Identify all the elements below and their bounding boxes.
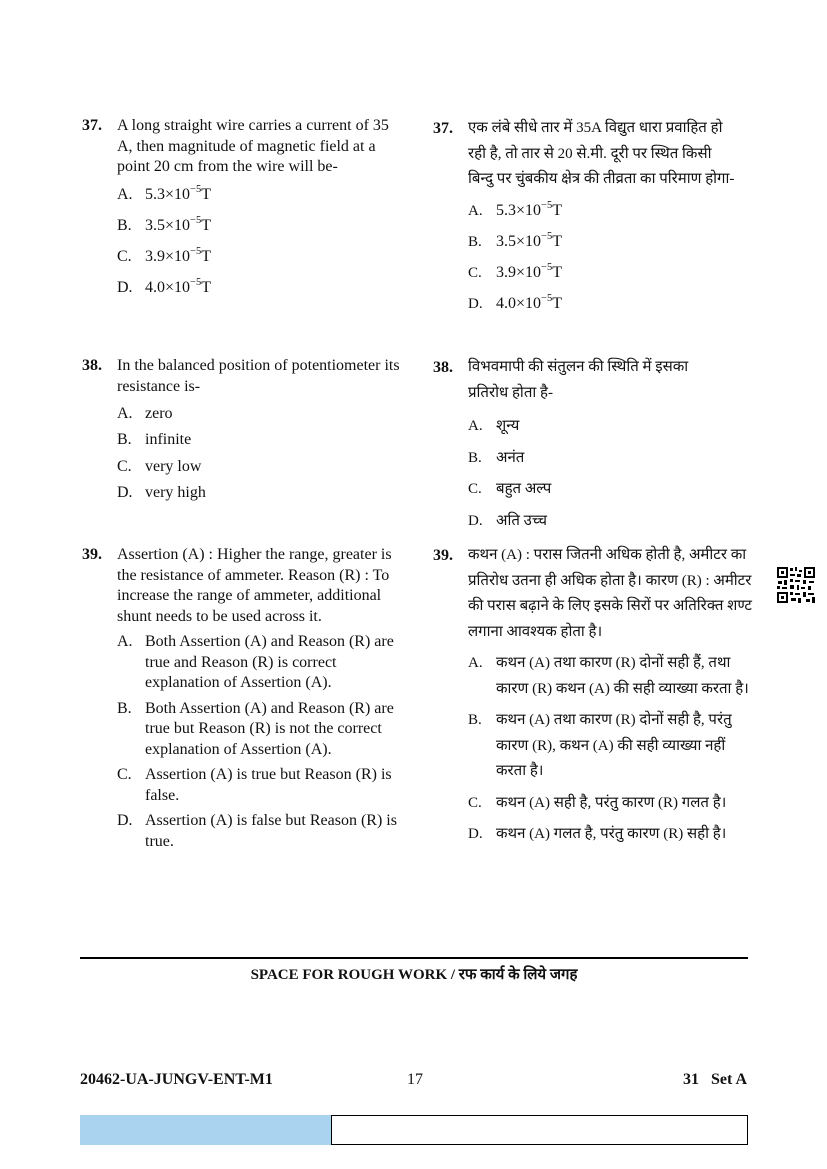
option-c (117, 765, 402, 806)
option-label: B. (468, 233, 482, 250)
option-text: अनंत (496, 449, 525, 466)
option-b (117, 699, 402, 761)
option-label: C. (468, 264, 482, 281)
option-d (117, 480, 402, 506)
question-38-en (82, 356, 402, 506)
option-text: zero (145, 405, 173, 422)
question-stem: A long straight wire carries a current of 35 A, then magnitude of magnetic field at a point 20 cm from the wire will be- (117, 117, 389, 175)
question-stem: विभवमापी की संतुलन की स्थिति में इसका प्रतिरोध होता है- (468, 359, 689, 401)
page-number: 17 (407, 1071, 423, 1088)
option-label: B. (117, 216, 132, 234)
option-a (468, 411, 723, 443)
option-text: very high (145, 483, 206, 501)
footer-box (331, 1115, 748, 1145)
option-label: D. (117, 812, 133, 829)
option-value: $3.5\times 10^{-5}T$ (496, 230, 562, 250)
option-label: C. (117, 766, 132, 783)
question-39-hi (433, 543, 758, 848)
footer-color-bar (80, 1115, 331, 1145)
option-label: C. (468, 794, 482, 811)
option-label: A. (117, 185, 133, 203)
option-label: D. (468, 512, 483, 529)
question-number: 38. (82, 357, 102, 374)
option-label: A. (117, 405, 133, 422)
option-label: B. (117, 431, 132, 449)
option-value: $5.3\times 10^{-5}T$ (496, 199, 562, 219)
option-label: D. (468, 826, 483, 842)
option-a (117, 182, 402, 213)
question-39-en (82, 545, 402, 852)
option-label: A. (468, 202, 483, 219)
option-text: बहुत अल्प (496, 481, 552, 497)
option-text: अति उच्च (496, 512, 548, 529)
option-c (117, 244, 402, 275)
option-d (117, 811, 402, 852)
option-label: B. (468, 712, 482, 728)
option-d (468, 291, 738, 322)
question-number: 39. (82, 546, 102, 563)
question-number: 37. (433, 120, 453, 137)
option-a (468, 651, 758, 702)
question-stem: Assertion (A) : Higher the range, greater is the resistance of ammeter. Reason (R) : To increase the range of ammeter, additional shunt needs to be used across it. (117, 546, 392, 625)
option-d (117, 275, 402, 306)
option-label: A. (468, 655, 483, 671)
option-label: B. (468, 449, 482, 466)
option-c (468, 474, 723, 506)
question-number: 38. (433, 359, 453, 376)
option-label: D. (117, 483, 133, 501)
rough-work-divider (80, 957, 748, 959)
question-stem: In the balanced position of potentiometer its resistance is- (117, 357, 400, 395)
option-c (468, 791, 758, 817)
option-label: A. (117, 633, 133, 650)
option-text: कथन (A) गलत है, परंतु कारण (R) सही है। (496, 826, 727, 842)
question-number: 39. (433, 547, 453, 564)
option-text: Both Assertion (A) and Reason (R) are true and Reason (R) is correct explanation of Assertion (A). (145, 633, 394, 691)
option-value: $3.5\times 10^{-5}T$ (145, 214, 211, 234)
option-label: D. (117, 278, 133, 296)
option-text: शून्य (496, 418, 520, 434)
option-value: $5.3\times 10^{-5}T$ (145, 183, 211, 203)
rough-work-label: SPACE FOR ROUGH WORK / रफ कार्य के लिये जगह (250, 967, 578, 983)
question-37-en (82, 116, 402, 306)
option-label: D. (468, 295, 483, 312)
option-text: very low (145, 457, 202, 475)
option-text: Assertion (A) is true but Reason (R) is false. (145, 766, 392, 804)
hindi-column (433, 116, 763, 842)
question-stem: एक लंबे सीधे तार में 35A विद्युत धारा प्रवाहित हो रही है, तो तार से 20 से.मी. दूरी पर स्थित किसी बिन्दु पर चुंबकीय क्षेत्र की तीव्रता का परिमाण होगा- (468, 120, 735, 187)
question-37-hi (433, 116, 738, 322)
option-value: $3.9\times 10^{-5}T$ (145, 245, 211, 265)
english-column (82, 116, 402, 850)
paper-code: 20462-UA-JUNGV-ENT-M1 (80, 1071, 273, 1088)
question-38-hi (433, 355, 723, 537)
option-label: A. (468, 418, 483, 434)
option-text: infinite (145, 431, 192, 449)
option-label: C. (117, 457, 132, 475)
set-label: 31 Set A (683, 1071, 747, 1088)
option-text: Assertion (A) is false but Reason (R) is true. (145, 812, 397, 850)
option-text: Both Assertion (A) and Reason (R) are true but Reason (R) is not the correct explanation of Assertion (A). (145, 699, 394, 758)
option-c (117, 454, 402, 480)
option-label: B. (117, 699, 132, 717)
option-text: कथन (A) तथा कारण (R) दोनों सही है, परंतु कारण (R), कथन (A) की सही व्याख्या नहीं करता है। (496, 712, 732, 779)
question-stem: कथन (A) : परास जितनी अधिक होती है, अमीटर का प्रतिरोध उतना ही अधिक होता है। कारण (R) : अमीटर की परास बढ़ाने के लिए इसके सिरों पर अतिरिक्त शण्ट लगाना आवश्यक होता है। (468, 547, 752, 640)
option-value: $4.0\times 10^{-5}T$ (145, 276, 211, 296)
option-value: $3.9\times 10^{-5}T$ (496, 261, 562, 281)
option-c (468, 260, 738, 291)
option-d (468, 506, 723, 538)
option-value: $4.0\times 10^{-5}T$ (496, 292, 562, 312)
option-text: कथन (A) सही है, परंतु कारण (R) गलत है। (496, 794, 727, 811)
qr-code-icon (776, 566, 816, 604)
option-b (117, 213, 402, 244)
option-label: C. (117, 247, 132, 265)
option-b (117, 427, 402, 453)
option-a (117, 632, 402, 694)
option-b (468, 443, 723, 475)
option-text: कथन (A) तथा कारण (R) दोनों सही हैं, तथा कारण (R) कथन (A) की सही व्याख्या करता है। (496, 655, 749, 697)
option-a (468, 198, 738, 229)
option-a (117, 401, 402, 427)
question-number: 37. (82, 117, 102, 134)
option-b (468, 708, 758, 785)
option-b (468, 229, 738, 260)
option-label: C. (468, 481, 482, 497)
option-d (468, 822, 758, 848)
